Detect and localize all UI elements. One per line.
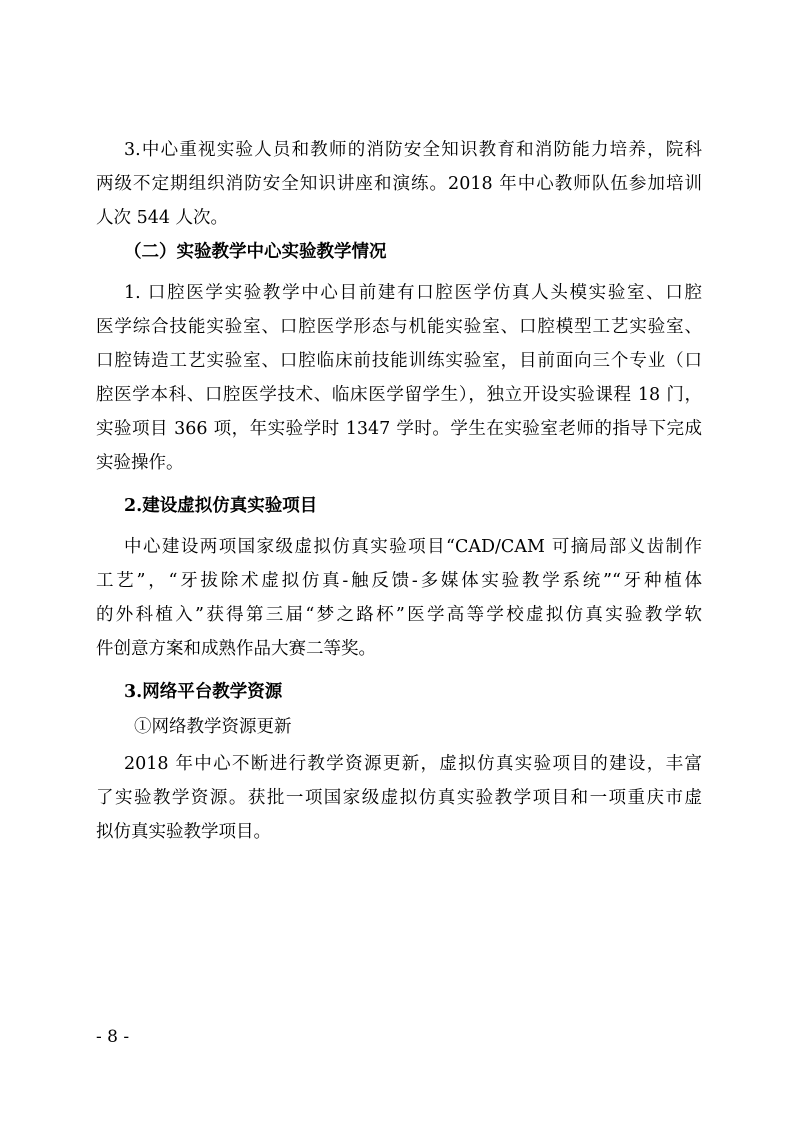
paragraph-virtual-projects-line-1: 中心建设两项国家级虚拟仿真实验项目“CAD/CAM 可摘局部义齿制作: [124, 537, 702, 557]
paragraph-fire-safety-line-2: 两级不定期组织消防安全知识讲座和演练。2018 年中心教师队伍参加培训: [96, 174, 702, 194]
sub-heading-resource-update: ①网络教学资源更新: [134, 717, 292, 737]
paragraph-resource-update-line-2: 了实验教学资源。获批一项国家级虚拟仿真实验教学项目和一项重庆市虚: [96, 788, 702, 808]
paragraph-dental-center-line-1: 1. 口腔医学实验教学中心目前建有口腔医学仿真人头模实验室、口腔: [124, 283, 702, 303]
page-number: - 8 -: [96, 1027, 130, 1047]
paragraph-dental-center-line-2: 医学综合技能实验室、口腔医学形态与机能实验室、口腔模型工艺实验室、: [96, 317, 702, 337]
paragraph-fire-safety-line-3: 人次 544 人次。: [96, 208, 229, 228]
paragraph-virtual-projects-line-2: 工艺”，“牙拔除术虚拟仿真-触反馈-多媒体实验教学系统”“牙种植体: [96, 571, 702, 591]
paragraph-resource-update-line-1: 2018 年中心不断进行教学资源更新，虚拟仿真实验项目的建设，丰富: [124, 754, 702, 774]
section-heading-network-platform: 3.网络平台教学资源: [124, 682, 283, 702]
section-heading-experimental-teaching: （二）实验教学中心实验教学情况: [124, 242, 387, 262]
paragraph-virtual-projects-line-4: 件创意方案和成熟作品大赛二等奖。: [96, 639, 376, 659]
paragraph-dental-center-line-3: 口腔铸造工艺实验室、口腔临床前技能训练实验室，目前面向三个专业（口: [96, 351, 702, 371]
paragraph-dental-center-line-4: 腔医学本科、口腔医学技术、临床医学留学生），独立开设实验课程 18 门，: [96, 385, 702, 405]
paragraph-resource-update-line-3: 拟仿真实验教学项目。: [96, 822, 271, 842]
paragraph-dental-center-line-5: 实验项目 366 项，年实验学时 1347 学时。学生在实验室老师的指导下完成: [96, 419, 702, 439]
paragraph-virtual-projects-line-3: 的外科植入”获得第三届“梦之路杯”医学高等学校虚拟仿真实验教学软: [96, 605, 702, 625]
section-heading-virtual-simulation: 2.建设虚拟仿真实验项目: [124, 496, 318, 516]
paragraph-dental-center-line-6: 实验操作。: [96, 453, 184, 473]
paragraph-fire-safety-line-1: 3.中心重视实验人员和教师的消防安全知识教育和消防能力培养，院科: [124, 140, 702, 160]
